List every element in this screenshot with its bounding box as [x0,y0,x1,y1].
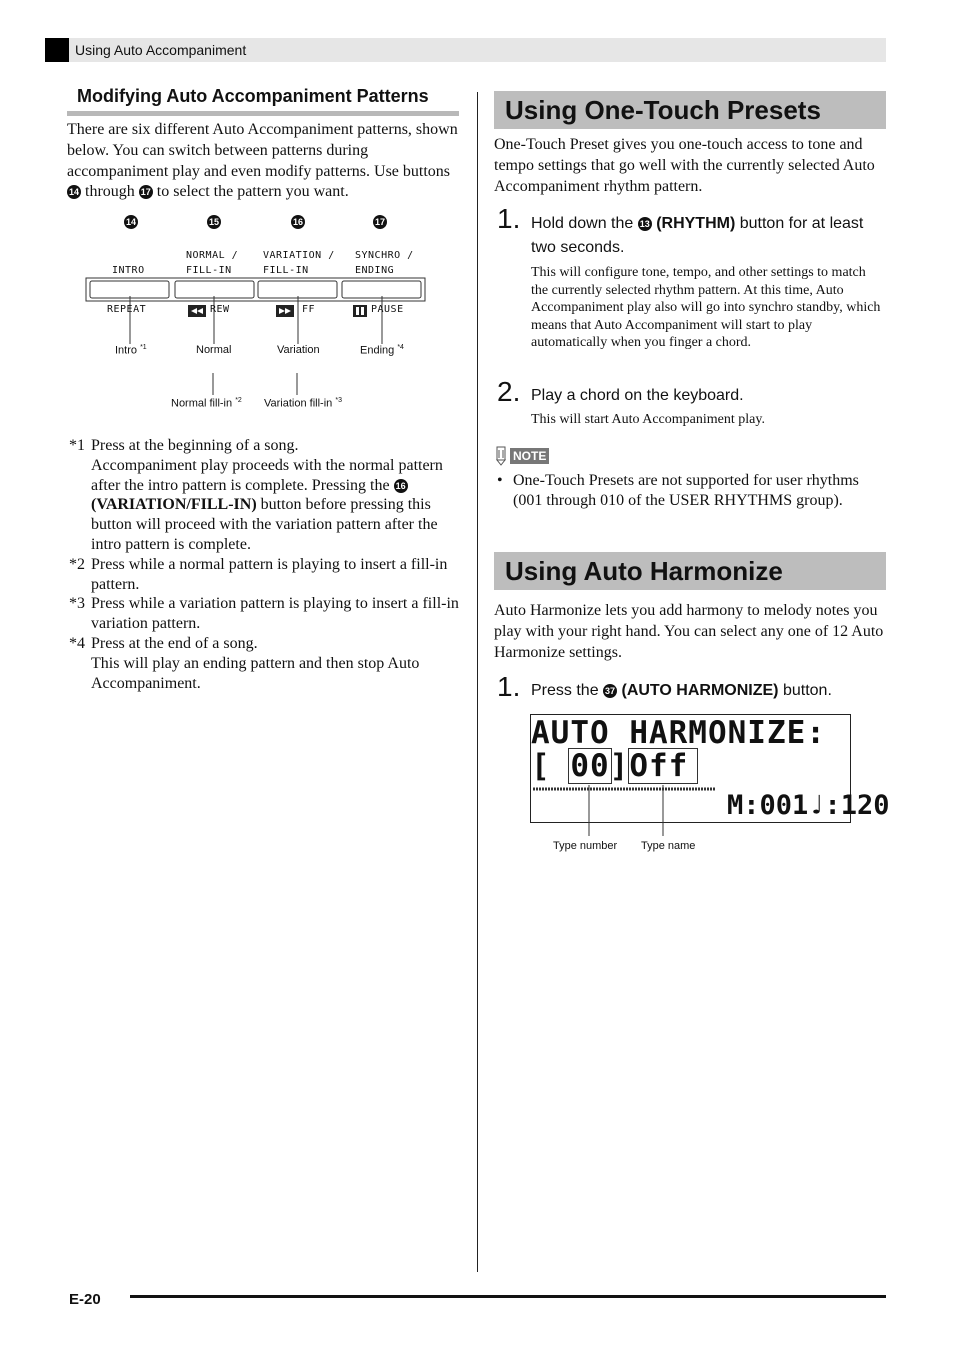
label-line: FILL-IN [186,265,232,276]
step-bold-text: (RHYTHM) [656,215,736,232]
label-line: VARIATION / [263,250,335,261]
callout-type-number: Type number [553,840,618,852]
footnote-text: Press at the end of a song. [91,634,258,652]
pencil-icon [494,446,508,466]
button-normal [175,281,254,298]
type-number-box [568,748,612,784]
button-diagram [80,210,440,420]
button-label-pause: PAUSE [371,304,404,315]
button-variation [258,281,337,298]
button-number-badge: 17 [140,187,151,198]
callout-normal [196,344,231,356]
diagram-number-16: 16 [292,217,303,227]
footnote-1 [69,436,461,456]
callout-variation-fill-in [264,397,342,410]
footnote-mark: *2 [69,555,85,573]
footnote-text: Press at the beginning of a song. [91,437,299,454]
left-heading: Modifying Auto Accompaniment Patterns [77,86,429,106]
heading-rule [67,111,459,116]
header-block [45,38,69,62]
diagram-lines [80,210,440,420]
step-number: 1. [497,203,521,234]
callout-footnote-ref: *1 [140,344,147,351]
diagram-number-15: 15 [208,217,219,227]
footnote-4 [69,634,461,654]
auto-harmonize-intro: Auto Harmonize lets you add harmony to melody notes you play with your right hand. You can select any one of 12 Auto Harmonize settings. [494,602,884,661]
one-touch-intro: One-Touch Preset gives you one-touch access to tone and tempo settings that go well with the currently selected Auto Accompaniment rhythm pattern. [494,136,875,195]
callout-text: Variation fill-in [264,397,333,410]
button-number-badge: 16 [395,480,406,491]
button-intro [90,281,169,298]
footnote-bold-text: (VARIATION/FILL-IN) [91,496,257,514]
diagram-number-14: 14 [125,217,136,227]
callout-ending [360,344,404,357]
callout-text: Variation [277,344,320,356]
callout-variation [277,344,320,356]
button-label-ff: FF [302,304,316,315]
callout-normal-fill-in [171,397,242,410]
lcd-callout-lines [530,780,730,840]
button-label-rew: REW [210,304,230,315]
footnote-text: Press while a variation pattern is playing to insert a fill-in variation pattern. [91,595,459,633]
footnote-text: button before pressing this button will proceed with the variation pattern after the intro pattern is complete. [91,496,438,553]
step-detail: This will start Auto Accompaniment play. [531,412,765,427]
note-item [497,471,882,511]
step-text: button. [778,682,832,699]
footnote-text: This will play an ending pattern and then stop Auto Accompaniment. [91,654,420,692]
note-badge: NOTE [510,448,549,464]
section-heading-text: Using One-Touch Presets [505,95,821,125]
button-number-badge: 14 [68,187,79,198]
type-name-box [628,748,698,784]
section-heading-auto-harmonize [494,552,886,590]
step-number: 2. [497,376,521,407]
section-heading-text: Using Auto Harmonize [505,556,783,586]
button-number-badge: 13 [639,219,650,229]
intro-text-c: to select the pattern you want. [152,183,349,201]
intro-text-b: through [81,183,139,201]
footnote-text: Accompaniment play proceeds with the normal pattern after the intro pattern is complete. Pressing the [91,456,443,494]
footnotes [69,436,461,693]
callout-text: Intro [115,344,138,357]
label-line: INTRO [112,265,145,276]
step-instruction [531,679,881,703]
button-number-badge: 37 [605,686,616,696]
footer-rule [130,1295,886,1298]
diagram-number-17: 17 [374,217,385,227]
step-text: Hold down the [531,215,638,232]
fast-forward-icon [276,305,294,317]
footnote-4-continued [69,654,461,694]
button-label-repeat: REPEAT [107,304,147,315]
callout-text: Normal fill-in [171,397,233,410]
header-section-title: Using Auto Accompaniment [75,42,247,58]
page-number: E-20 [69,1291,101,1308]
callout-footnote-ref: *2 [235,397,242,404]
label-line: SYNCHRO / [355,250,414,261]
callout-type-name: Type name [641,840,696,852]
footnote-mark: *3 [69,595,85,613]
footnote-2 [69,555,461,595]
callout-footnote-ref: *3 [335,397,342,404]
footnote-3 [69,594,461,634]
label-line: NORMAL / [186,250,239,261]
step-instruction: Play a chord on the keyboard. [531,387,744,404]
rewind-icon [188,305,206,317]
step-text: Press the [531,682,604,699]
callout-footnote-ref: *4 [397,344,404,351]
left-intro-paragraph [67,120,459,203]
intro-text-a: There are six different Auto Accompaniment patterns, shown below. You can switch between patterns during accompaniment play and even modify patterns. Use buttons [67,121,458,180]
callout-intro [115,344,147,357]
step-number: 1. [497,671,521,702]
footnote-text: Press while a normal pattern is playing to insert a fill-in pattern. [91,555,448,593]
step-instruction [531,212,881,260]
pause-icon [353,305,367,317]
note-label [494,446,549,466]
label-line: FILL-IN [263,265,309,276]
lcd-line-1: AUTO HARMONIZE: [531,715,826,751]
step-text: button for at least two seconds. [531,215,864,256]
label-line: ENDING [355,265,395,276]
footnote-mark: *4 [69,634,85,652]
footnote-mark: *1 [69,437,85,454]
lcd-line-2: [ 00]Off [531,748,689,784]
step-bold-text: (AUTO HARMONIZE) [621,682,779,699]
section-heading-one-touch-presets [494,91,886,129]
callout-text: Ending [360,344,395,357]
column-divider [477,92,478,1272]
button-synchro [342,281,421,298]
lcd-status-line: M:001♩:120 [727,790,890,821]
footnote-1-continued [69,456,461,555]
step-detail: This will configure tone, tempo, and other settings to match the currently selected rhythm pattern. At this time, Auto Accompaniment play also will go into synchro standby, which means that Auto Accompaniment will start to play automatically when you finger a chord. [531,265,881,351]
callout-text: Normal [196,344,232,356]
note-text: One-Touch Presets are not supported for user rhythms (001 through 010 of the USER RHYTHMS group). [513,472,859,509]
bullet: • [497,472,503,489]
